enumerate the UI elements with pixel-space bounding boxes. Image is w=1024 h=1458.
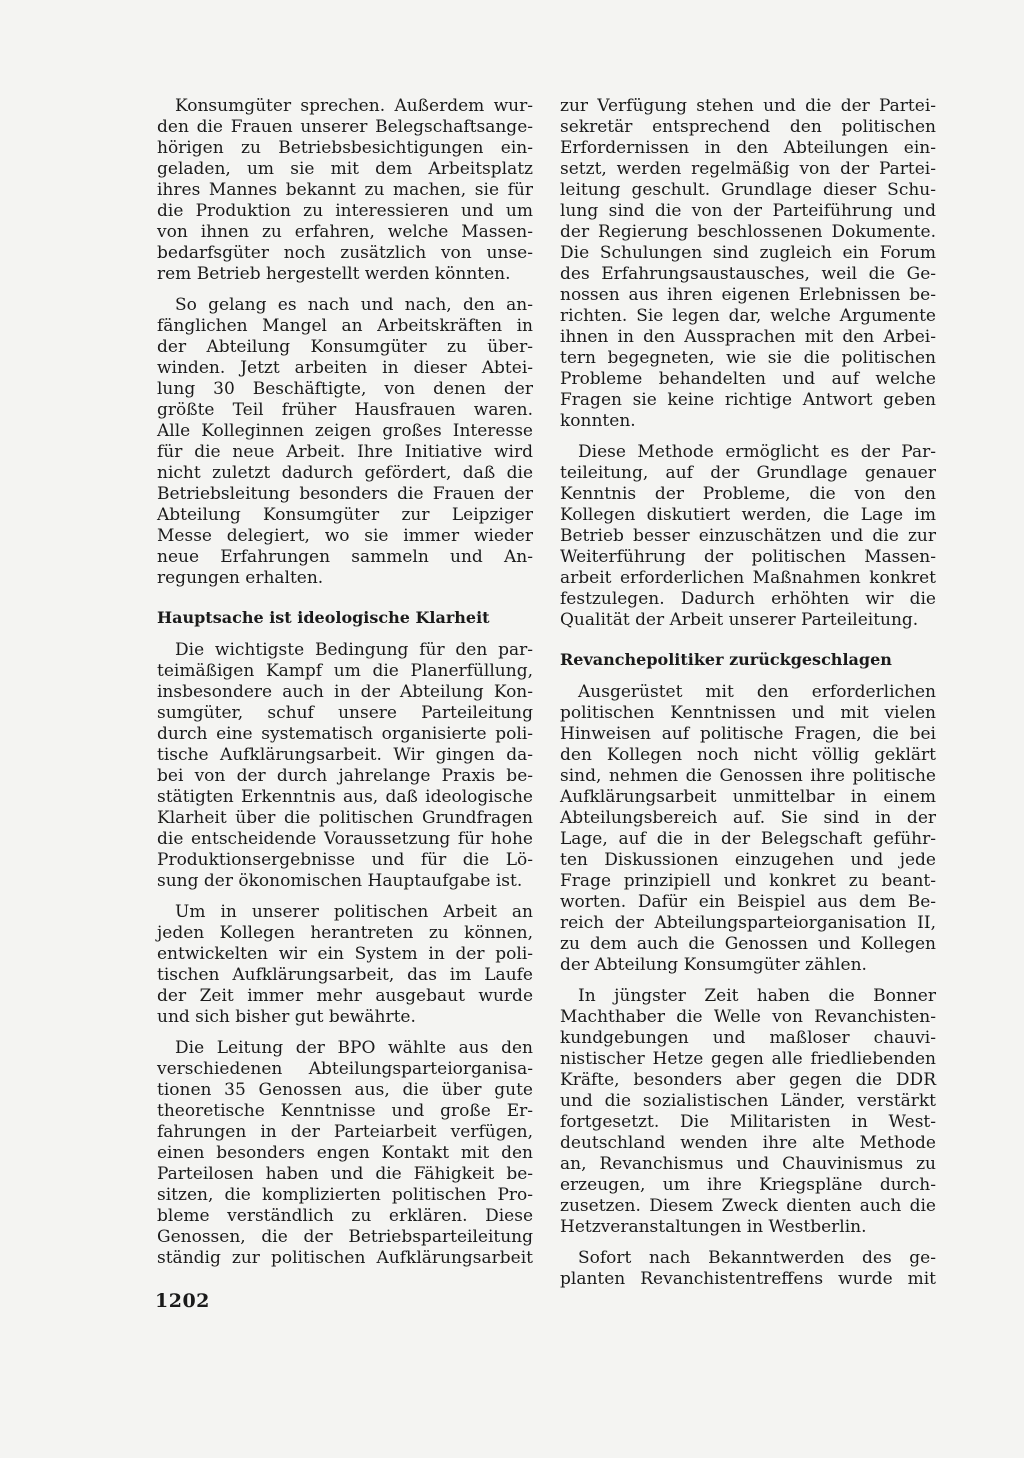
text-line: sekretär entsprechend den politischen	[560, 117, 936, 137]
paragraph	[560, 986, 936, 1238]
text-line: neue Erfahrungen sammeln und An-	[157, 547, 533, 567]
text-line: Weiterführung der politischen Massen-	[560, 547, 936, 567]
text-line: Hinweisen auf politische Fragen, die bei	[560, 724, 936, 744]
paragraph-gap	[157, 1028, 533, 1038]
text-line: sumgüter, schuf unsere Parteileitung	[157, 703, 533, 723]
paragraph	[157, 640, 533, 892]
text-line: deutschland wenden ihre alte Methode	[560, 1133, 936, 1153]
text-line: worten. Dafür ein Beispiel aus dem Be-	[560, 892, 936, 912]
text-line: bei von der durch jahrelange Praxis be-	[157, 766, 533, 786]
text-line: setzt, werden regelmäßig von der Partei-	[560, 159, 936, 179]
text-line: der Zeit immer mehr ausgebaut wurde	[157, 986, 533, 1006]
text-line: Die Leitung der BPO wählte aus den	[175, 1038, 533, 1058]
text-line: der Regierung beschlossenen Dokumente.	[560, 222, 936, 242]
text-line: den die Frauen unserer Belegschaftsange-	[157, 117, 533, 137]
text-line: So gelang es nach und nach, den an-	[175, 295, 533, 315]
text-line: nossen aus ihren eigenen Erlebnissen be-	[560, 285, 936, 305]
text-line: ständig zur politischen Aufklärungsarbeit	[157, 1248, 533, 1268]
text-line: nicht zuletzt dadurch gefördert, daß die	[157, 463, 533, 483]
text-line: tionen 35 Genossen aus, die über gute	[157, 1080, 533, 1100]
paragraph-gap	[560, 976, 936, 986]
text-line: tische Aufklärungsarbeit. Wir gingen da-	[157, 745, 533, 765]
text-line: Diese Methode ermöglicht es der Par-	[578, 442, 936, 462]
text-line: entwickelten wir ein System in der poli-	[157, 944, 533, 964]
text-line: Erfordernissen in den Abteilungen ein-	[560, 138, 936, 158]
text-line: jeden Kollegen herantreten zu können,	[157, 923, 533, 943]
text-line: Kräfte, besonders aber gegen die DDR	[560, 1070, 936, 1090]
text-line: und die sozialistischen Länder, verstärkt	[560, 1091, 936, 1111]
paragraph	[560, 442, 936, 631]
text-line: politischen Kenntnissen und mit vielen	[560, 703, 936, 723]
text-line: des Erfahrungsaustausches, weil die Ge-	[560, 264, 936, 284]
text-line: arbeit erforderlichen Maßnahmen konkret	[560, 568, 936, 588]
text-line: der Abteilung Konsumgüter zählen.	[560, 955, 867, 975]
text-line: hörigen zu Betriebsbesichtigungen ein-	[157, 138, 533, 158]
text-line: fortgesetzt. Die Militaristen in West-	[560, 1112, 936, 1132]
text-line: Hetzveranstaltungen in Westberlin.	[560, 1217, 867, 1237]
text-line: erzeugen, um ihre Kriegspläne durch-	[560, 1175, 936, 1195]
text-line: einen besonders engen Kontakt mit den	[157, 1143, 533, 1163]
text-line: und sich bisher gut bewährte.	[157, 1007, 416, 1027]
text-line: ihres Mannes bekannt zu machen, sie für	[157, 180, 533, 200]
text-line: Lage, auf die in der Belegschaft geführ-	[560, 829, 936, 849]
paragraph	[560, 682, 936, 976]
text-line: theoretische Kenntnisse und große Er-	[157, 1101, 533, 1121]
right-text-column	[560, 96, 936, 1290]
text-line: zur Verfügung stehen und die der Partei-	[560, 96, 936, 116]
paragraph-gap	[157, 285, 533, 295]
text-line: Kollegen diskutiert werden, die Lage im	[560, 505, 936, 525]
paragraph-gap	[157, 892, 533, 902]
text-line: kundgebungen und maßloser chauvi-	[560, 1028, 936, 1048]
text-line: planten Revanchistentreffens wurde mit	[560, 1269, 936, 1289]
paragraph	[560, 96, 936, 432]
text-line: Die wichtigste Bedingung für den par-	[175, 640, 533, 660]
text-line: Machthaber die Welle von Revanchisten-	[560, 1007, 936, 1027]
text-line: Klarheit über die politischen Grundfragen	[157, 808, 533, 828]
paragraph-gap	[560, 1238, 936, 1248]
text-line: Um in unserer politischen Arbeit an	[175, 902, 533, 922]
text-line: leitung geschult. Grundlage dieser Schu-	[560, 180, 936, 200]
text-line: In jüngster Zeit haben die Bonner	[578, 986, 936, 1006]
paragraph-gap	[560, 432, 936, 442]
text-line: tischen Aufklärungsarbeit, das im Laufe	[157, 965, 533, 985]
text-line: stätigten Erkenntnis aus, daß ideologische	[157, 787, 533, 807]
text-line: Abteilungsbereich auf. Sie sind in der	[560, 808, 936, 828]
page-number: 1202	[155, 1290, 210, 1312]
text-line: Messe delegiert, wo sie immer wieder	[157, 526, 533, 546]
text-line: fänglichen Mangel an Arbeitskräften in	[157, 316, 533, 336]
text-line: Probleme behandelten und auf welche	[560, 369, 936, 389]
text-line: teileitung, auf der Grundlage genauer	[560, 463, 936, 483]
text-line: bedarfsgüter noch zusätzlich von unse-	[157, 243, 533, 263]
text-line: für die neue Arbeit. Ihre Initiative wird	[157, 442, 533, 462]
text-line: Fragen sie keine richtige Antwort geben	[560, 390, 936, 410]
text-line: durch eine systematisch organisierte poli-	[157, 724, 533, 744]
text-line: Betriebsleitung besonders die Frauen der	[157, 484, 533, 504]
section-heading: Revanchepolitiker zurückgeschlagen	[560, 650, 892, 669]
paragraph	[157, 902, 533, 1028]
text-line: Konsumgüter sprechen. Außerdem wur-	[175, 96, 533, 116]
text-line: reich der Abteilungsparteiorganisation II,	[560, 913, 936, 933]
text-line: teimäßigen Kampf um die Planerfüllung,	[157, 661, 533, 681]
text-line: richten. Sie legen dar, welche Argumente	[560, 306, 936, 326]
text-line: Alle Kolleginnen zeigen großes Interesse	[157, 421, 533, 441]
text-line: von ihnen zu erfahren, welche Massen-	[157, 222, 533, 242]
text-line: Frage prinzipiell und konkret zu beant-	[560, 871, 936, 891]
text-line: Die Schulungen sind zugleich ein Forum	[560, 243, 936, 263]
text-line: geladen, um sie mit dem Arbeitsplatz	[157, 159, 533, 179]
text-line: bleme verständlich zu erklären. Diese	[157, 1206, 533, 1226]
text-line: zusetzen. Diesem Zweck dienten auch die	[560, 1196, 936, 1216]
text-line: Kenntnis der Probleme, die von den	[560, 484, 936, 504]
text-line: regungen erhalten.	[157, 568, 324, 588]
paragraph	[560, 1248, 936, 1290]
text-line: festzulegen. Dadurch erhöhten wir die	[560, 589, 936, 609]
text-line: Aufklärungsarbeit unmittelbar in einem	[560, 787, 936, 807]
text-line: zu dem auch die Genossen und Kollegen	[560, 934, 936, 954]
text-line: Betrieb besser einzuschätzen und die zur	[560, 526, 936, 546]
text-line: winden. Jetzt arbeiten in dieser Abtei-	[157, 358, 533, 378]
text-line: sitzen, die komplizierten politischen Pro-	[157, 1185, 533, 1205]
text-line: Qualität der Arbeit unserer Parteileitung.	[560, 610, 919, 630]
text-line: konnten.	[560, 411, 636, 431]
text-line: die entscheidende Voraussetzung für hohe	[157, 829, 533, 849]
section-heading: Hauptsache ist ideologische Klarheit	[157, 608, 490, 627]
paragraph	[157, 96, 533, 285]
text-line: sung der ökonomischen Hauptaufgabe ist.	[157, 871, 523, 891]
text-line: fahrungen in der Parteiarbeit verfügen,	[157, 1122, 533, 1142]
text-line: ihnen in den Aussprachen mit den Arbei-	[560, 327, 936, 347]
text-line: nistischer Hetze gegen alle friedliebenden	[560, 1049, 936, 1069]
text-line: rem Betrieb hergestellt werden könnten.	[157, 264, 511, 284]
text-line: Abteilung Konsumgüter zur Leipziger	[157, 505, 533, 525]
text-line: Sofort nach Bekanntwerden des ge-	[578, 1248, 936, 1268]
text-line: lung sind die von der Parteiführung und	[560, 201, 936, 221]
paragraph	[157, 1038, 533, 1269]
text-line: Produktionsergebnisse und für die Lö-	[157, 850, 533, 870]
text-line: lung 30 Beschäftigte, von denen der	[157, 379, 533, 399]
text-line: Genossen, die der Betriebsparteileitung	[157, 1227, 533, 1247]
text-line: der Abteilung Konsumgüter zu über-	[157, 337, 533, 357]
text-line: insbesondere auch in der Abteilung Kon-	[157, 682, 533, 702]
text-line: tern begegneten, wie sie die politischen	[560, 348, 936, 368]
text-line: ten Diskussionen einzugehen und jede	[560, 850, 936, 870]
text-line: den Kollegen noch nicht völlig geklärt	[560, 745, 936, 765]
text-line: verschiedenen Abteilungsparteiorganisa-	[157, 1059, 533, 1079]
text-line: Parteilosen haben und die Fähigkeit be-	[157, 1164, 533, 1184]
text-line: größte Teil früher Hausfrauen waren.	[157, 400, 533, 420]
text-line: die Produktion zu interessieren und um	[157, 201, 533, 221]
text-line: sind, nehmen die Genossen ihre politische	[560, 766, 936, 786]
left-text-column	[157, 96, 533, 1269]
paragraph	[157, 295, 533, 589]
text-line: an, Revanchismus und Chauvinismus zu	[560, 1154, 936, 1174]
text-line: Ausgerüstet mit den erforderlichen	[578, 682, 936, 702]
